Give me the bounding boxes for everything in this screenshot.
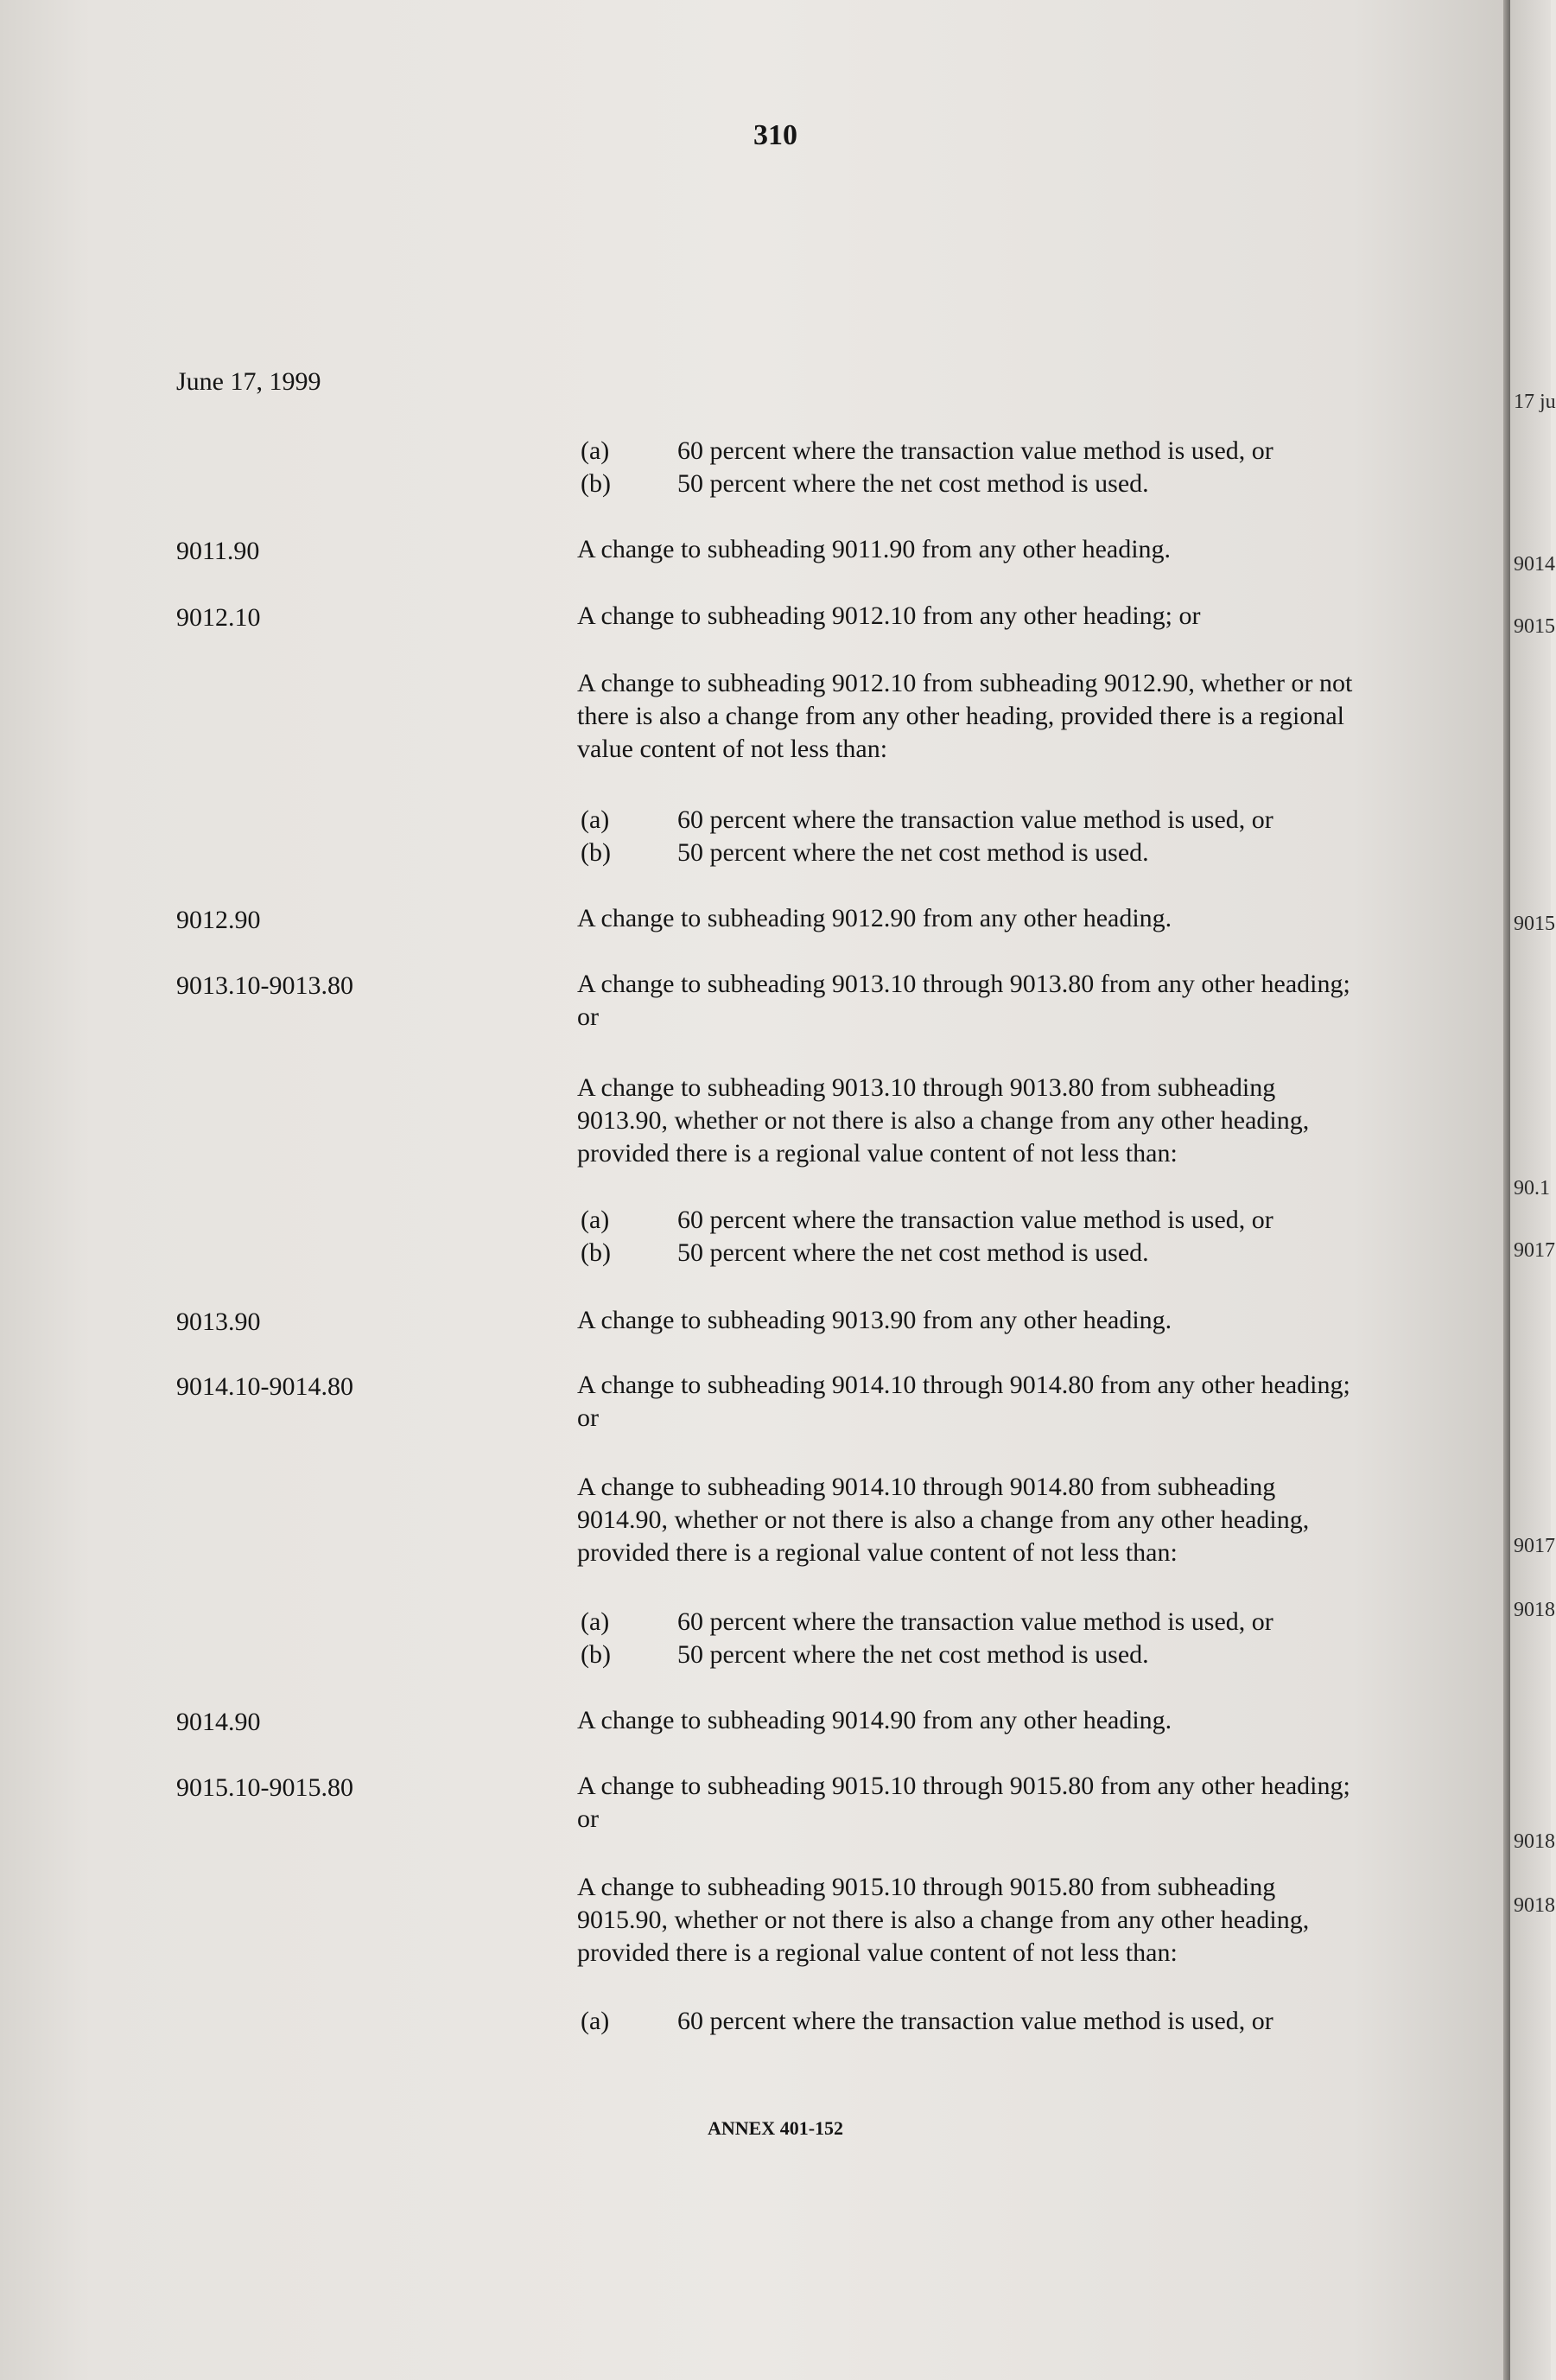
page-number: 310	[753, 119, 797, 151]
sub-label: (a)	[581, 805, 610, 834]
sub-label: (a)	[581, 436, 610, 465]
subheading-code: 9014.90	[176, 1708, 261, 1736]
sub-item: 60 percent where the transaction value method is used, or	[677, 1607, 1273, 1636]
rule-text: A change to subheading 9015.10 through 9015.80 from subheading 9015.90, whether or not there is also a change from any other heading, provided there is a regional value content of not less than:	[577, 1873, 1310, 1967]
page-footer: ANNEX 401-152	[707, 2117, 844, 2139]
sub-item: 60 percent where the transaction value method is used, or	[677, 805, 1273, 834]
rule-text: A change to subheading 9013.90 from any other heading.	[577, 1306, 1172, 1334]
edge-text: 9015	[1514, 913, 1555, 935]
rule-text: A change to subheading 9012.90 from any other heading.	[577, 904, 1172, 932]
sub-label: (a)	[581, 1206, 610, 1234]
edge-text: 9014	[1514, 553, 1555, 576]
document-date: June 17, 1999	[176, 367, 321, 396]
edge-text: 9018	[1514, 1894, 1555, 1917]
rule-text: A change to subheading 9014.90 from any other heading.	[577, 1706, 1172, 1734]
rule-text: A change to subheading 9013.10 through 9013.80 from subheading 9013.90, whether or not there is also a change from any other heading, provided there is a regional value content of not less than:	[577, 1073, 1310, 1168]
sub-item: 50 percent where the net cost method is used.	[677, 1640, 1149, 1669]
edge-text: 9017	[1514, 1239, 1555, 1262]
sub-item: 60 percent where the transaction value method is used, or	[677, 436, 1273, 465]
edge-text: 9017	[1514, 1535, 1555, 1557]
subheading-code: 9013.10-9013.80	[176, 971, 353, 1000]
subheading-code: 9013.90	[176, 1308, 261, 1336]
edge-text: 9018	[1514, 1830, 1555, 1853]
sub-item: 50 percent where the net cost method is used.	[677, 1238, 1149, 1267]
edge-text: 90.1	[1514, 1177, 1550, 1200]
subheading-code: 9012.90	[176, 906, 261, 934]
sub-label: (b)	[581, 469, 611, 498]
sub-label: (b)	[581, 1238, 611, 1267]
sub-label: (b)	[581, 838, 611, 867]
rule-text: A change to subheading 9011.90 from any other heading.	[577, 535, 1172, 563]
rule-text: A change to subheading 9013.10 through 9013.80 from any other heading; or	[577, 970, 1350, 1031]
rule-text: A change to subheading 9014.10 through 9014.80 from any other heading; or	[577, 1371, 1350, 1432]
adjacent-page-edge	[1510, 0, 1556, 2380]
edge-text: 9015	[1514, 615, 1555, 638]
sub-item: 50 percent where the net cost method is used.	[677, 469, 1149, 498]
subheading-code: 9014.10-9014.80	[176, 1372, 353, 1401]
sub-item: 50 percent where the net cost method is used.	[677, 838, 1149, 867]
rule-text: A change to subheading 9012.10 from any other heading; or	[577, 601, 1201, 630]
edge-text: 17 ju	[1514, 391, 1556, 413]
sub-label: (a)	[581, 1607, 610, 1636]
subheading-code: 9015.10-9015.80	[176, 1773, 353, 1802]
sub-item: 60 percent where the transaction value method is used, or	[677, 1206, 1273, 1234]
edge-text: 9018	[1514, 1599, 1555, 1621]
sub-item: 60 percent where the transaction value method is used, or	[677, 2007, 1273, 2035]
rule-text: A change to subheading 9014.10 through 9014.80 from subheading 9014.90, whether or not there is also a change from any other heading, provided there is a regional value content of not less than:	[577, 1473, 1310, 1567]
book-gutter	[1503, 0, 1510, 2380]
subheading-code: 9011.90	[176, 537, 260, 565]
sub-label: (b)	[581, 1640, 611, 1669]
sub-label: (a)	[581, 2007, 610, 2035]
rule-text: A change to subheading 9012.10 from subheading 9012.90, whether or not there is also a change from any other heading, provided there is a regional value content of not less than:	[577, 669, 1353, 763]
subheading-code: 9012.10	[176, 603, 261, 632]
rule-text: A change to subheading 9015.10 through 9015.80 from any other heading; or	[577, 1772, 1350, 1833]
